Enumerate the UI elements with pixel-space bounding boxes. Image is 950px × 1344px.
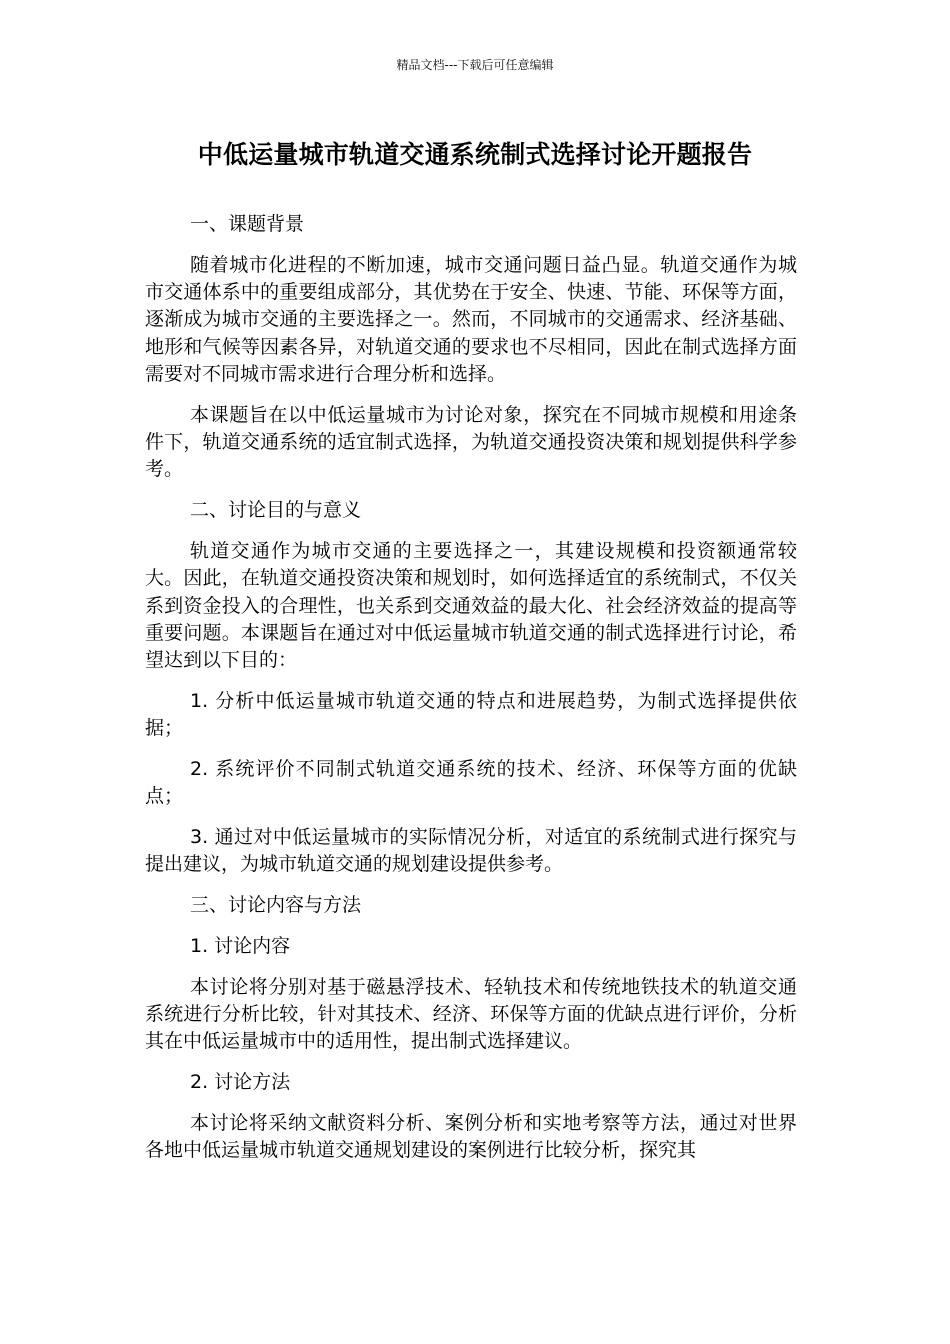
paragraph-method: 本讨论将采纳文献资料分析、案例分析和实地考察等方法，通过对世界各地中低运量城市轨道交通规划建设的案例进行比较分析，探究其 (145, 1112, 797, 1162)
objective-item-1: 1. 分析中低运量城市轨道交通的特点和进展趋势，为制式选择提供依据； (145, 689, 797, 740)
paragraph-aim: 本课题旨在以中低运量城市为讨论对象，探究在不同城市规模和用途条件下，轨道交通系统的适宜制式选择，为轨道交通投资决策和规划提供科学参考。 (145, 403, 797, 481)
paragraph-background: 随着城市化进程的不断加速，城市交通问题日益凸显。轨道交通作为城市交通体系中的重要组成部分，其优势在于安全、快速、节能、环保等方面，逐渐成为城市交通的主要选择之一。然而，不同城市的交通需求、经济基础、地形和气候等因素各异，对轨道交通的要求也不尽相同，因此在制式选择方面需要对不同城市需求进行合理分析和选择。 (145, 253, 797, 385)
section-heading-content-method: 三、讨论内容与方法 (190, 894, 362, 917)
document-body (145, 211, 797, 1178)
section-heading-purpose: 二、讨论目的与意义 (190, 499, 362, 522)
document-title: 中低运量城市轨道交通系统制式选择讨论开题报告 (197, 140, 753, 169)
paragraph-purpose: 轨道交通作为城市交通的主要选择之一，其建设规模和投资额通常较大。因此，在轨道交通投资决策和规划时，如何选择适宜的系统制式，不仅关系到资金投入的合理性，也关系到交通效益的最大化、社会经济效益的提高等重要问题。本课题旨在通过对中低运量城市轨道交通的制式选择进行讨论，希望达到以下目的： (145, 539, 797, 672)
objective-item-3: 3. 通过对中低运量城市的实际情况分析，对适宜的系统制式进行探究与提出建议，为城市轨道交通的规划建设提供参考。 (145, 826, 797, 876)
paragraph-content: 本讨论将分别对基于磁悬浮技术、轻轨技术和传统地铁技术的轨道交通系统进行分析比较，针对其技术、经济、环保等方面的优缺点进行评价，分析其在中低运量城市中的适用性，提出制式选择建议。 (145, 975, 797, 1053)
subsection-heading-content: 1. 讨论内容 (190, 935, 291, 958)
section-heading-background: 一、课题背景 (190, 213, 305, 235)
objective-item-2: 2. 系统评价不同制式轨道交通系统的技术、经济、环保等方面的优缺点； (145, 758, 797, 808)
page-header-watermark: 精品文档---下载后可任意编辑 (396, 58, 554, 72)
subsection-heading-method: 2. 讨论方法 (190, 1071, 291, 1094)
